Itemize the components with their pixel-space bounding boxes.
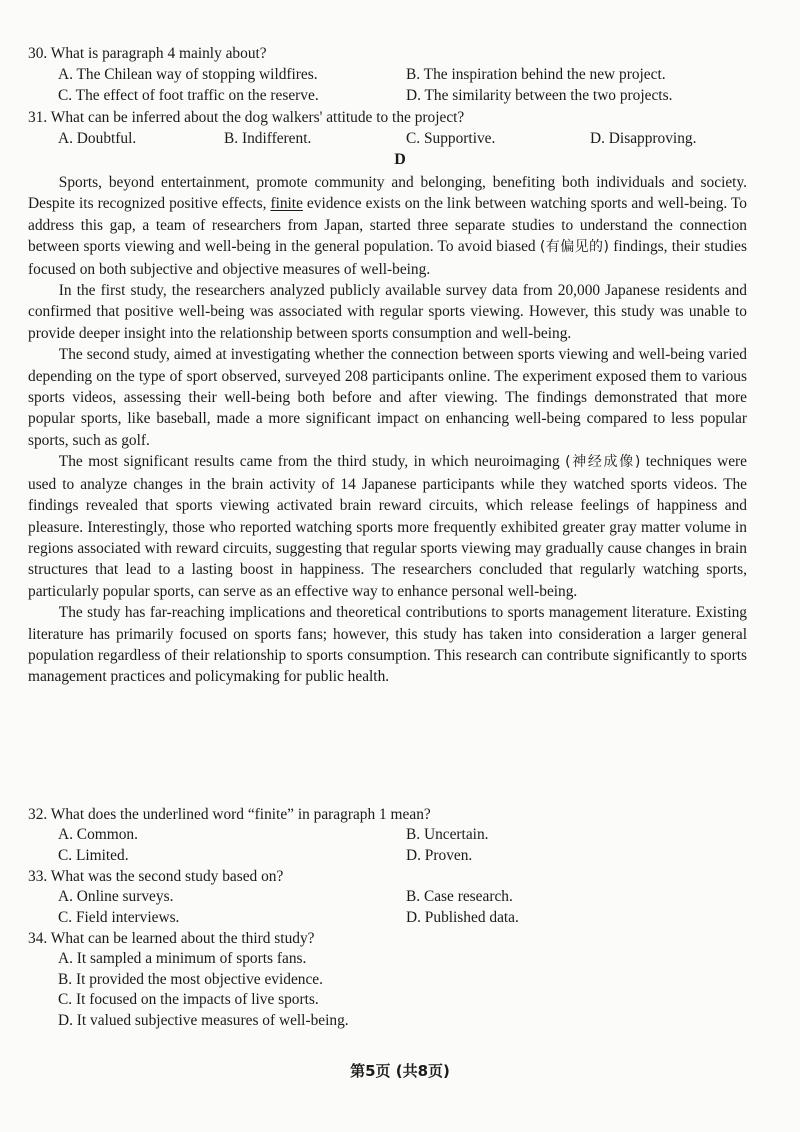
question-33-option-d: D. Published data. [406, 908, 519, 926]
question-31-stem: 31. What can be inferred about the dog walkers' attitude to the project? [28, 109, 465, 126]
question-33-options-row-2 [28, 908, 768, 929]
passage-paragraph-1 [28, 172, 747, 280]
question-30-option-c: C. The effect of foot traffic on the reserve. [58, 87, 319, 104]
passage-paragraph-2: In the first study, the researchers analyzed publicly available survey data from 20,000 Japanese residents and confirmed that positive well-being was associated with regular sports viewing. However, this study was unable to provide deeper insight into the relationship between sports consumption and well-being. [28, 282, 747, 342]
question-31-option-c: C. Supportive. [406, 130, 496, 147]
question-30-option-b: B. The inspiration behind the new project. [406, 66, 666, 83]
question-34-stem: 34. What can be learned about the third study? [28, 930, 315, 947]
questions-32-34 [28, 804, 768, 1031]
paragraph-1-text-before: Sports, beyond entertainment, promote community and belonging, benefiting both individuals and society. Despite its recognized positive effects, [28, 174, 747, 213]
paragraph-1-text-end: findings, their studies focused on both subjective and objective measures of well-being. [28, 238, 747, 278]
question-30-option-a: A. The Chilean way of stopping wildfires. [58, 66, 318, 83]
question-34-option-b: B. It provided the most objective evidence. [58, 970, 323, 988]
question-30-option-d: D. The similarity between the two projects. [406, 87, 673, 104]
passage-paragraph-5: The study has far-reaching implications and theoretical contributions to sports management literature. Existing literature has primarily focused on sports fans; however, this study has taken into consideration a larger general population regardless of their relationship to sports consumption. This research can contribute significantly to sports management practices and policymaking for public health. [28, 604, 747, 686]
question-30-options-row-1 [28, 64, 768, 85]
question-30 [28, 44, 768, 106]
question-31-option-b: B. Indifferent. [224, 130, 312, 147]
paragraph-4-text-before: The most significant results came from the third study, in which neuroimaging [58, 453, 566, 471]
underlined-word-finite: finite [270, 195, 303, 213]
question-32-option-a: A. Common. [58, 826, 138, 843]
question-31 [28, 108, 768, 149]
question-33-stem: 33. What was the second study based on? [28, 868, 284, 885]
reading-passage [28, 172, 747, 688]
question-34-option-d: D. It valued subjective measures of well-being. [58, 1011, 349, 1029]
question-32-option-c: C. Limited. [58, 846, 129, 864]
question-32-options-row-2 [28, 846, 768, 867]
chinese-gloss-biased: (有偏见的) [539, 239, 609, 256]
question-31-option-a: A. Doubtful. [58, 130, 137, 147]
page-number-footer: 第5页 (共8页) [350, 1062, 450, 1080]
question-32-options-row-1 [28, 825, 768, 846]
question-32-option-b: B. Uncertain. [406, 826, 489, 843]
question-33-option-b: B. Case research. [406, 888, 513, 905]
passage-paragraph-3: The second study, aimed at investigating whether the connection between sports viewing and well-being varied depending on the type of sport observed, surveyed 208 participants online. The experiment exposed them to various sports videos, assessing their well-being both before and after viewing. The findings demonstrated that more popular sports, like baseball, made a more significant impact on enhancing well-being compared to less popular sports, such as golf. [28, 346, 747, 449]
question-32-option-d: D. Proven. [406, 846, 473, 864]
section-heading: D [394, 151, 406, 168]
question-31-options [28, 128, 768, 149]
chinese-gloss-neuroimaging: (神经成像) [565, 454, 641, 471]
paragraph-1-text-after: evidence exists on the link between watching sports and well-being. To address this gap, a team of researchers from Japan, started three separate studies to understand the connection between sports viewing and well-being in the general population. To avoid biased [28, 195, 747, 256]
passage-paragraph-4 [28, 451, 747, 602]
question-34-option-a: A. It sampled a minimum of sports fans. [58, 950, 307, 967]
paragraph-4-text-after: techniques were used to analyze changes in the brain activity of 14 Japanese participants while they watched sports videos. The findings revealed that sports viewing activated brain reward circuits, which release feelings of happiness and pleasure. Interestingly, those who reported watching sports more frequently exhibited greater gray matter volume in regions associated with reward circuits, suggesting that regular sports viewing may gradually cause changes in brain structures that lead to a lasting boost in happiness. The researchers concluded that regularly watching sports, particularly popular sports, can serve as an effective way to enhance personal well-being. [28, 453, 747, 600]
question-33-option-c: C. Field interviews. [58, 908, 180, 926]
question-33-option-a: A. Online surveys. [58, 888, 174, 905]
question-32-stem: 32. What does the underlined word “finite” in paragraph 1 mean? [28, 806, 431, 823]
question-34-option-c: C. It focused on the impacts of live sports. [58, 991, 319, 1008]
question-33-options-row-1 [28, 887, 768, 908]
question-31-option-d: D. Disapproving. [590, 130, 697, 147]
question-30-stem: 30. What is paragraph 4 mainly about? [28, 45, 267, 62]
question-30-options-row-2 [28, 85, 768, 106]
